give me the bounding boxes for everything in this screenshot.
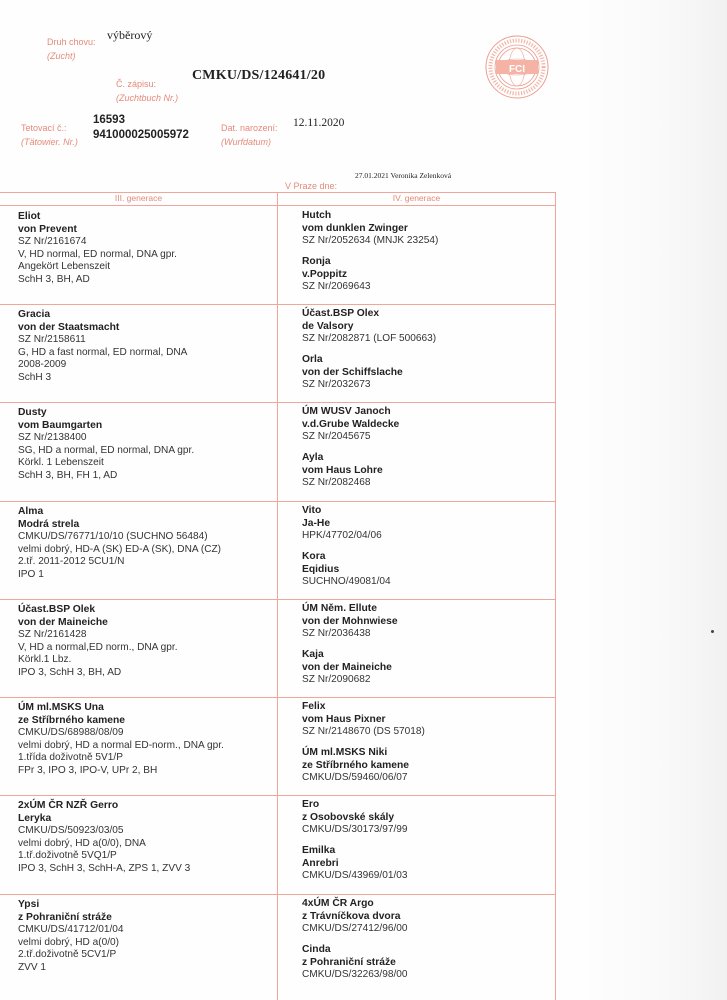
gen3-entry — [18, 211, 273, 286]
tattoo-label-cz: Tetovací č.: — [21, 123, 67, 133]
gen3-kennel: ze Stříbrného kamene — [18, 714, 126, 726]
gen4-kennel: de Valsory — [302, 320, 354, 332]
gen4-name: ÚM ml.MSKS Niki — [302, 747, 388, 758]
gen3-detail: CMKU/DS/76771/10/10 (SUCHNO 56484) — [18, 531, 208, 542]
gen3-kennel: vom Baumgarten — [18, 419, 103, 431]
gen3-detail: ZVV 1 — [18, 961, 47, 973]
gen3-detail: 2.tř.doživotně 5CV1/P — [18, 949, 117, 960]
studbook-label-de: (Zuchtbuch Nr.) — [116, 93, 179, 103]
gen3-entry — [18, 899, 273, 974]
gen4-entry — [302, 452, 552, 490]
signature-value: 27.01.2021 Veronika Zelenková — [355, 171, 452, 180]
gen4-name: Účast.BSP Olex — [302, 308, 380, 319]
gen4-kennel: vom dunklen Zwinger — [302, 222, 408, 234]
gen3-detail: IPO 1 — [18, 568, 44, 580]
gen3-name: Gracia — [18, 309, 51, 320]
gen3-name: 2xÚM ČR NZŘ Gerro — [18, 800, 119, 811]
gen4-name: Cinda — [302, 944, 331, 955]
fci-seal-text: FCI — [508, 64, 526, 75]
gen4-reg: SZ Nr/2036438 — [302, 628, 371, 639]
studbook-label-cz: Č. zápisu: — [116, 79, 157, 89]
gen4-name: Felix — [302, 701, 326, 712]
studbook-value: CMKU/DS/124641/20 — [192, 68, 326, 83]
gen4-entry — [302, 551, 552, 589]
gen4-name: ÚM Něm. Ellute — [302, 603, 377, 614]
gen3-detail: SchH 3, BH, FH 1, AD — [18, 469, 118, 481]
row-divider — [0, 795, 556, 796]
gen3-kennel: Leryka — [18, 812, 52, 824]
gen4-reg: SZ Nr/2052634 (MNJK 23254) — [302, 235, 439, 246]
gen4-reg: CMKU/DS/43969/01/03 — [302, 870, 408, 881]
gen3-detail: IPO 3, SchH 3, BH, AD — [18, 666, 122, 678]
gen3-detail: SZ Nr/2158611 — [18, 334, 86, 345]
gen3-detail: velmi dobrý, HD a normal ED-norm., DNA gpr. — [18, 739, 224, 751]
tattoo-label — [21, 123, 78, 148]
tattoo-value: 16593 — [93, 114, 125, 126]
gen3-detail: IPO 3, SchH 3, SchH-A, ZPS 1, ZVV 3 — [18, 862, 191, 874]
dob-label-de: (Wurfdatum) — [221, 137, 272, 147]
header-bottom-line — [0, 205, 556, 206]
gen4-entry — [302, 354, 552, 392]
dob-value: 12.11.2020 — [293, 117, 345, 129]
studbook-label — [116, 79, 178, 104]
place-label: V Praze dne: — [285, 181, 338, 191]
gen4-entry — [302, 799, 552, 837]
gen3-detail: SG, HD a normal, ED normal, DNA gpr. — [18, 444, 195, 456]
gen3-detail: Körkl.1 Lbz. — [18, 654, 72, 665]
dob-label — [221, 123, 278, 148]
gen4-kennel: Anrebri — [302, 857, 339, 869]
gen4-name: Kaja — [302, 649, 324, 660]
gen4-reg: CMKU/DS/30173/97/99 — [302, 824, 408, 835]
gen4-reg: SZ Nr/2082871 (LOF 500663) — [302, 333, 437, 344]
gen4-name: 4xÚM ČR Argo — [302, 898, 374, 909]
gen4-entry — [302, 944, 552, 982]
gen4-entry — [302, 256, 552, 294]
gen3-name: Dusty — [18, 407, 47, 418]
gen4-name: Hutch — [302, 210, 332, 221]
punch-hole-mark — [711, 630, 714, 633]
gen4-name: ÚM WUSV Janoch — [302, 406, 391, 417]
gen3-detail: V, HD a normal,ED norm., DNA gpr. — [18, 641, 178, 653]
gen3-kennel: von Prevent — [18, 223, 77, 235]
gen4-reg: CMKU/DS/27412/96/00 — [302, 923, 408, 934]
column-divider — [277, 192, 278, 1000]
fci-seal-icon — [484, 34, 550, 100]
gen3-detail: SchH 3 — [18, 371, 52, 383]
gen3-detail: velmi dobrý, HD a(0/0) — [18, 936, 119, 948]
gen4-reg: CMKU/DS/59460/06/07 — [302, 772, 408, 783]
gen3-detail: velmi dobrý, HD a(0/0), DNA — [18, 837, 146, 849]
gen4-reg: SZ Nr/2082468 — [302, 477, 371, 488]
gen4-kennel: z Osobovské skály — [302, 811, 395, 823]
gen4-kennel: von der Schiffslache — [302, 366, 403, 378]
gen3-name: Ypsi — [18, 899, 40, 910]
gen3-kennel: von der Staatsmacht — [18, 321, 120, 333]
gen3-entry — [18, 506, 273, 581]
gen4-kennel: von der Mohnwiese — [302, 615, 398, 627]
breed-label-cz: Druh chovu: — [47, 37, 96, 47]
gen4-reg: HPK/47702/04/06 — [302, 530, 382, 541]
gen3-entry — [18, 309, 273, 384]
gen4-entry — [302, 701, 552, 739]
gen4-reg: SUCHNO/49081/04 — [302, 576, 391, 587]
gen3-kennel: von der Maineiche — [18, 616, 108, 628]
col3-header: III. generace — [114, 193, 163, 203]
gen4-reg: CMKU/DS/32263/98/00 — [302, 969, 408, 980]
gen3-detail: CMKU/DS/50923/03/05 — [18, 825, 124, 836]
gen4-name: Vito — [302, 505, 322, 516]
gen4-name: Emilka — [302, 845, 336, 856]
gen3-detail: CMKU/DS/68988/08/09 — [18, 727, 124, 738]
tattoo-label-de: (Tätowier. Nr.) — [21, 137, 78, 147]
gen4-kennel: von der Maineiche — [302, 661, 392, 673]
gen4-entry — [302, 747, 552, 785]
gen4-kennel: Ja-He — [302, 517, 331, 529]
gen3-detail: G, HD a fast normal, ED normal, DNA — [18, 346, 188, 358]
gen3-kennel: z Pohraniční stráže — [18, 911, 112, 923]
gen4-name: Ayla — [302, 452, 324, 463]
gen4-kennel: Eqidius — [302, 563, 340, 575]
gen4-reg: SZ Nr/2032673 — [302, 379, 371, 390]
gen3-kennel: Modrá strela — [18, 518, 80, 530]
row-divider — [0, 599, 556, 600]
gen4-entry — [302, 845, 552, 883]
gen3-detail: CMKU/DS/41712/01/04 — [18, 924, 124, 935]
gen4-entry — [302, 649, 552, 687]
gen4-entry — [302, 505, 552, 543]
gen4-reg: SZ Nr/2148670 (DS 57018) — [302, 726, 425, 737]
gen4-kennel: vom Haus Lohre — [302, 464, 383, 476]
gen3-detail: SchH 3, BH, AD — [18, 273, 90, 285]
gen3-detail: SZ Nr/2161428 — [18, 629, 87, 640]
gen4-kennel: vom Haus Pixner — [302, 713, 386, 725]
gen3-detail: Angekört Lebenszeit — [18, 261, 111, 272]
gen3-detail: V, HD normal, ED normal, DNA gpr. — [18, 248, 177, 260]
gen4-kennel: z Pohraniční stráže — [302, 956, 396, 968]
gen4-reg: SZ Nr/2069643 — [302, 281, 371, 292]
gen3-detail: FPr 3, IPO 3, IPO-V, UPr 2, BH — [18, 764, 158, 776]
row-divider — [0, 697, 556, 698]
gen3-name: Alma — [18, 506, 44, 517]
gen4-entry — [302, 603, 552, 641]
gen3-entry — [18, 407, 273, 482]
row-divider — [0, 402, 556, 403]
page-edge-shadow — [577, 0, 727, 1000]
gen4-name: Ronja — [302, 256, 331, 267]
gen4-kennel: v.Poppitz — [302, 268, 347, 280]
gen3-detail: SZ Nr/2161674 — [18, 236, 87, 247]
row-divider — [0, 894, 556, 895]
gen4-name: Ero — [302, 799, 320, 810]
gen3-detail: 2008-2009 — [18, 359, 67, 370]
gen3-detail: 1.tř.doživotně 5VQ1/P — [18, 850, 117, 861]
gen3-detail: 1.třída doživotně 5V1/P — [18, 752, 123, 763]
col4-header: IV. generace — [392, 193, 441, 203]
gen3-name: ÚM ml.MSKS Una — [18, 702, 104, 713]
breed-label-de: (Zucht) — [47, 51, 76, 61]
gen3-entry — [18, 702, 273, 777]
gen3-entry — [18, 604, 273, 679]
gen4-reg: SZ Nr/2090682 — [302, 674, 371, 685]
breed-value: výběrový — [107, 28, 153, 42]
gen3-name: Účast.BSP Olek — [18, 604, 96, 615]
gen4-entry — [302, 898, 552, 936]
breed-label — [47, 37, 96, 62]
gen3-detail: Körkl. 1 Lebenszeit — [18, 457, 104, 468]
gen4-kennel: ze Stříbrného kamene — [302, 759, 410, 771]
gen4-entry — [302, 308, 552, 346]
dob-label-cz: Dat. narození: — [221, 123, 278, 133]
gen4-name: Orla — [302, 354, 323, 365]
row-divider — [0, 304, 556, 305]
gen4-name: Kora — [302, 551, 326, 562]
chip-value: 941000025005972 — [93, 129, 189, 141]
gen3-detail: velmi dobrý, HD-A (SK) ED-A (SK), DNA (CZ) — [18, 543, 222, 555]
gen3-name: Eliot — [18, 211, 41, 222]
gen3-detail: 2.tř. 2011-2012 5CU1/N — [18, 556, 125, 567]
gen4-kennel: z Trávníčkova dvora — [302, 910, 401, 922]
gen3-detail: SZ Nr/2138400 — [18, 432, 87, 443]
gen4-kennel: v.d.Grube Waldecke — [302, 418, 400, 430]
gen3-entry — [18, 800, 273, 875]
table-right-line — [555, 192, 556, 1000]
gen4-reg: SZ Nr/2045675 — [302, 431, 371, 442]
gen4-entry — [302, 406, 552, 444]
row-divider — [0, 501, 556, 502]
gen4-entry — [302, 210, 552, 248]
